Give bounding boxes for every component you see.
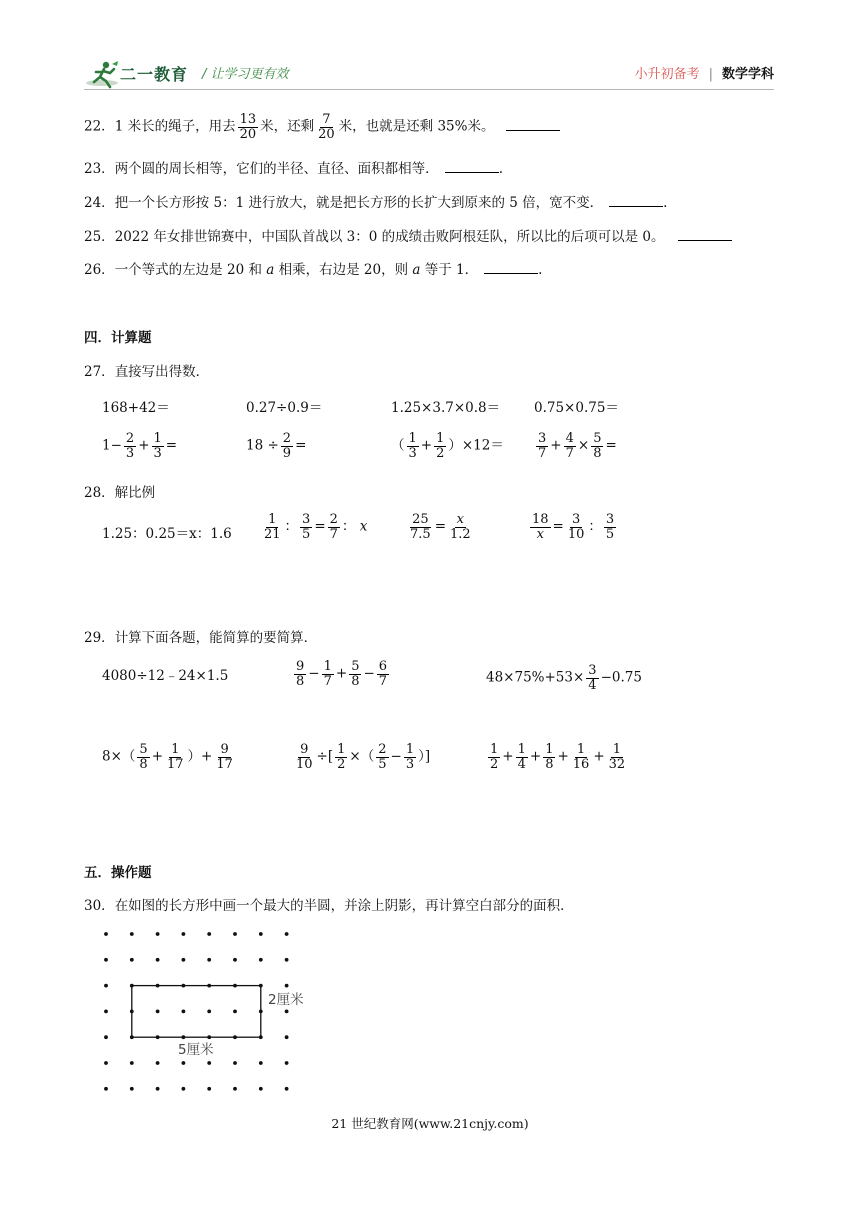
grid-dot <box>285 958 289 962</box>
question-25: 25．2022 年女排世锦赛中，中国队首战以 3：0 的成绩击败阿根廷队，所以比的后项可以是 0。 <box>84 225 732 245</box>
grid-dots <box>104 932 288 1091</box>
expression: 0.27÷0.9＝ <box>246 400 323 416</box>
grid-dot <box>259 932 263 936</box>
grid-dot <box>207 1061 211 1065</box>
fraction: $\frac{13}{20}$ <box>239 112 257 142</box>
grid-dot <box>259 984 263 988</box>
answer-blank[interactable] <box>445 160 499 173</box>
grid-dot <box>130 958 134 962</box>
grid-dot <box>130 1061 134 1065</box>
grid-dot <box>259 1087 263 1091</box>
answer-blank[interactable] <box>506 118 560 131</box>
grid-dot <box>130 932 134 936</box>
grid-dot <box>104 984 108 988</box>
grid-dot <box>104 1035 108 1039</box>
answer-blank[interactable] <box>609 194 663 207</box>
grid-dot <box>182 984 186 988</box>
grid-dot <box>130 1010 134 1014</box>
grid-dot <box>104 1061 108 1065</box>
grid-dot <box>285 932 289 936</box>
question-26: 26．一个等式的左边是 20 和 a 相乘，右边是 20，则 a 等于 1． . <box>84 262 543 278</box>
expression: $\frac{9}{8}$ − $\frac{1}{7}$ + $\frac{5}{8}$ − $\frac{6}{7}$ <box>296 659 388 689</box>
expression: 1.25×3.7×0.8＝ <box>391 400 501 416</box>
grid-dot <box>259 1035 263 1039</box>
grid-dot <box>233 1010 237 1014</box>
grid-dot <box>207 1010 211 1014</box>
header-separator: | <box>708 67 713 82</box>
grid-dot <box>182 932 186 936</box>
question-23: 23．两个圆的周长相等，它们的半径、直径、面积都相等． . <box>84 161 503 177</box>
expression: $\frac{25}{7.5}$ = $\frac{x}{1.2}$ <box>410 512 471 542</box>
expression: （ $\frac{1}{3}$ + $\frac{1}{2}$ ）×12＝ <box>391 431 504 461</box>
answer-blank[interactable] <box>484 261 538 274</box>
grid-dot <box>156 1087 160 1091</box>
grid-dot <box>233 1061 237 1065</box>
grid-dot <box>104 1087 108 1091</box>
grid-dot <box>285 984 289 988</box>
grid-dot <box>130 984 134 988</box>
grid-dot <box>104 1010 108 1014</box>
grid-dot <box>207 932 211 936</box>
grid-dot <box>207 958 211 962</box>
expression: 8×（ $\frac{5}{8}$ + $\frac{1}{17}$ ）+ $\frac{9}{17}$ <box>102 742 233 772</box>
expression: 0.75×0.75＝ <box>534 400 619 416</box>
grid-dot <box>156 1035 160 1039</box>
section-title-calculation: 四．计算题 <box>84 330 152 346</box>
grid-dot <box>285 1061 289 1065</box>
grid-dot <box>156 1010 160 1014</box>
question-24: 24．把一个长方形按 5：1 进行放大，就是把长方形的长扩大到原来的 5 倍，宽不变． . <box>84 195 668 211</box>
grid-dot <box>285 1010 289 1014</box>
answer-blank[interactable] <box>678 228 732 241</box>
expression: $\frac{18}{x}$ = $\frac{3}{10}$ ： $\frac{3}{5}$ <box>532 512 615 542</box>
grid-dot <box>104 932 108 936</box>
grid-dot <box>285 1035 289 1039</box>
expression: 168+42＝ <box>102 400 170 416</box>
expression: 4080÷12﹣24×1.5 <box>102 668 229 684</box>
expression: 48×75%+53× $\frac{3}{4}$ −0.75 <box>486 663 642 693</box>
dot-grid-figure <box>96 922 326 1094</box>
header-divider <box>84 89 774 90</box>
question-29: 29．计算下面各题，能简算的要简算． <box>84 630 318 646</box>
expression: 18 ÷ $\frac{2}{9}$ = <box>246 431 307 461</box>
grid-dot <box>182 958 186 962</box>
grid-dot <box>156 958 160 962</box>
grid-dot <box>182 1087 186 1091</box>
question-30: 30．在如图的长方形中画一个最大的半圆，并涂上阴影，再计算空白部分的面积． <box>84 898 574 914</box>
grid-dot <box>182 1010 186 1014</box>
grid-dot <box>182 1061 186 1065</box>
grid-dot <box>259 1010 263 1014</box>
grid-dot <box>233 932 237 936</box>
section-title-operation: 五．操作题 <box>84 865 152 881</box>
grid-dot <box>233 1087 237 1091</box>
grid-dot <box>156 984 160 988</box>
grid-dot <box>156 1061 160 1065</box>
grid-dot <box>259 1061 263 1065</box>
grid-dot <box>207 1087 211 1091</box>
subject-label: 数学学科 <box>721 67 774 82</box>
grid-dot <box>207 984 211 988</box>
grid-dot <box>233 958 237 962</box>
grid-dot <box>233 1035 237 1039</box>
grid-dot <box>156 932 160 936</box>
expression: 1− $\frac{2}{3}$ + $\frac{1}{3}$ = <box>102 431 178 461</box>
grid-dot <box>285 1087 289 1091</box>
expression: $\frac{1}{21}$ ： $\frac{3}{5}$ = $\frac{2}{7}$ ： x <box>264 512 368 542</box>
question-27: 27．直接写出得数． <box>84 364 210 380</box>
grid-dot <box>259 958 263 962</box>
grid-dot <box>130 1087 134 1091</box>
width-label: 2厘米 <box>268 992 304 1008</box>
grid-dot <box>233 984 237 988</box>
slogan: / 让学习更有效 <box>202 67 289 82</box>
header-right <box>635 63 774 82</box>
expression: $\frac{1}{2}$ + $\frac{1}{4}$ + $\frac{1}{8}$ + $\frac{1}{16}$ + $\frac{1}{32}$ <box>490 742 626 772</box>
footer-source: 21 世纪教育网(www.21cnjy.com) <box>331 1116 529 1131</box>
grid-dot <box>104 958 108 962</box>
length-label: 5厘米 <box>178 1042 214 1058</box>
rectangle-outline <box>132 986 261 1038</box>
expression: 1.25：0.25＝x：1.6 <box>102 526 232 542</box>
question-22: 22．1 米长的绳子，用去 $\frac{13}{20}$ 米，还剩 $\frac{7}{20}$ 米，也就是还剩 35%米。 <box>84 113 560 141</box>
logo-text: 二一教育 <box>120 65 189 84</box>
grid-dot <box>130 1035 134 1039</box>
question-28: 28．解比例 <box>84 485 156 501</box>
expression: $\frac{9}{10}$ ÷[ $\frac{1}{2}$ ×（ $\frac{2}{5}$ − $\frac{1}{3}$ ）] <box>296 742 431 772</box>
category-label: 小升初备考 <box>634 67 700 82</box>
fraction: $\frac{7}{20}$ <box>318 112 335 142</box>
expression: $\frac{3}{7}$ + $\frac{4}{7}$ × $\frac{5}{8}$ = <box>538 431 617 461</box>
